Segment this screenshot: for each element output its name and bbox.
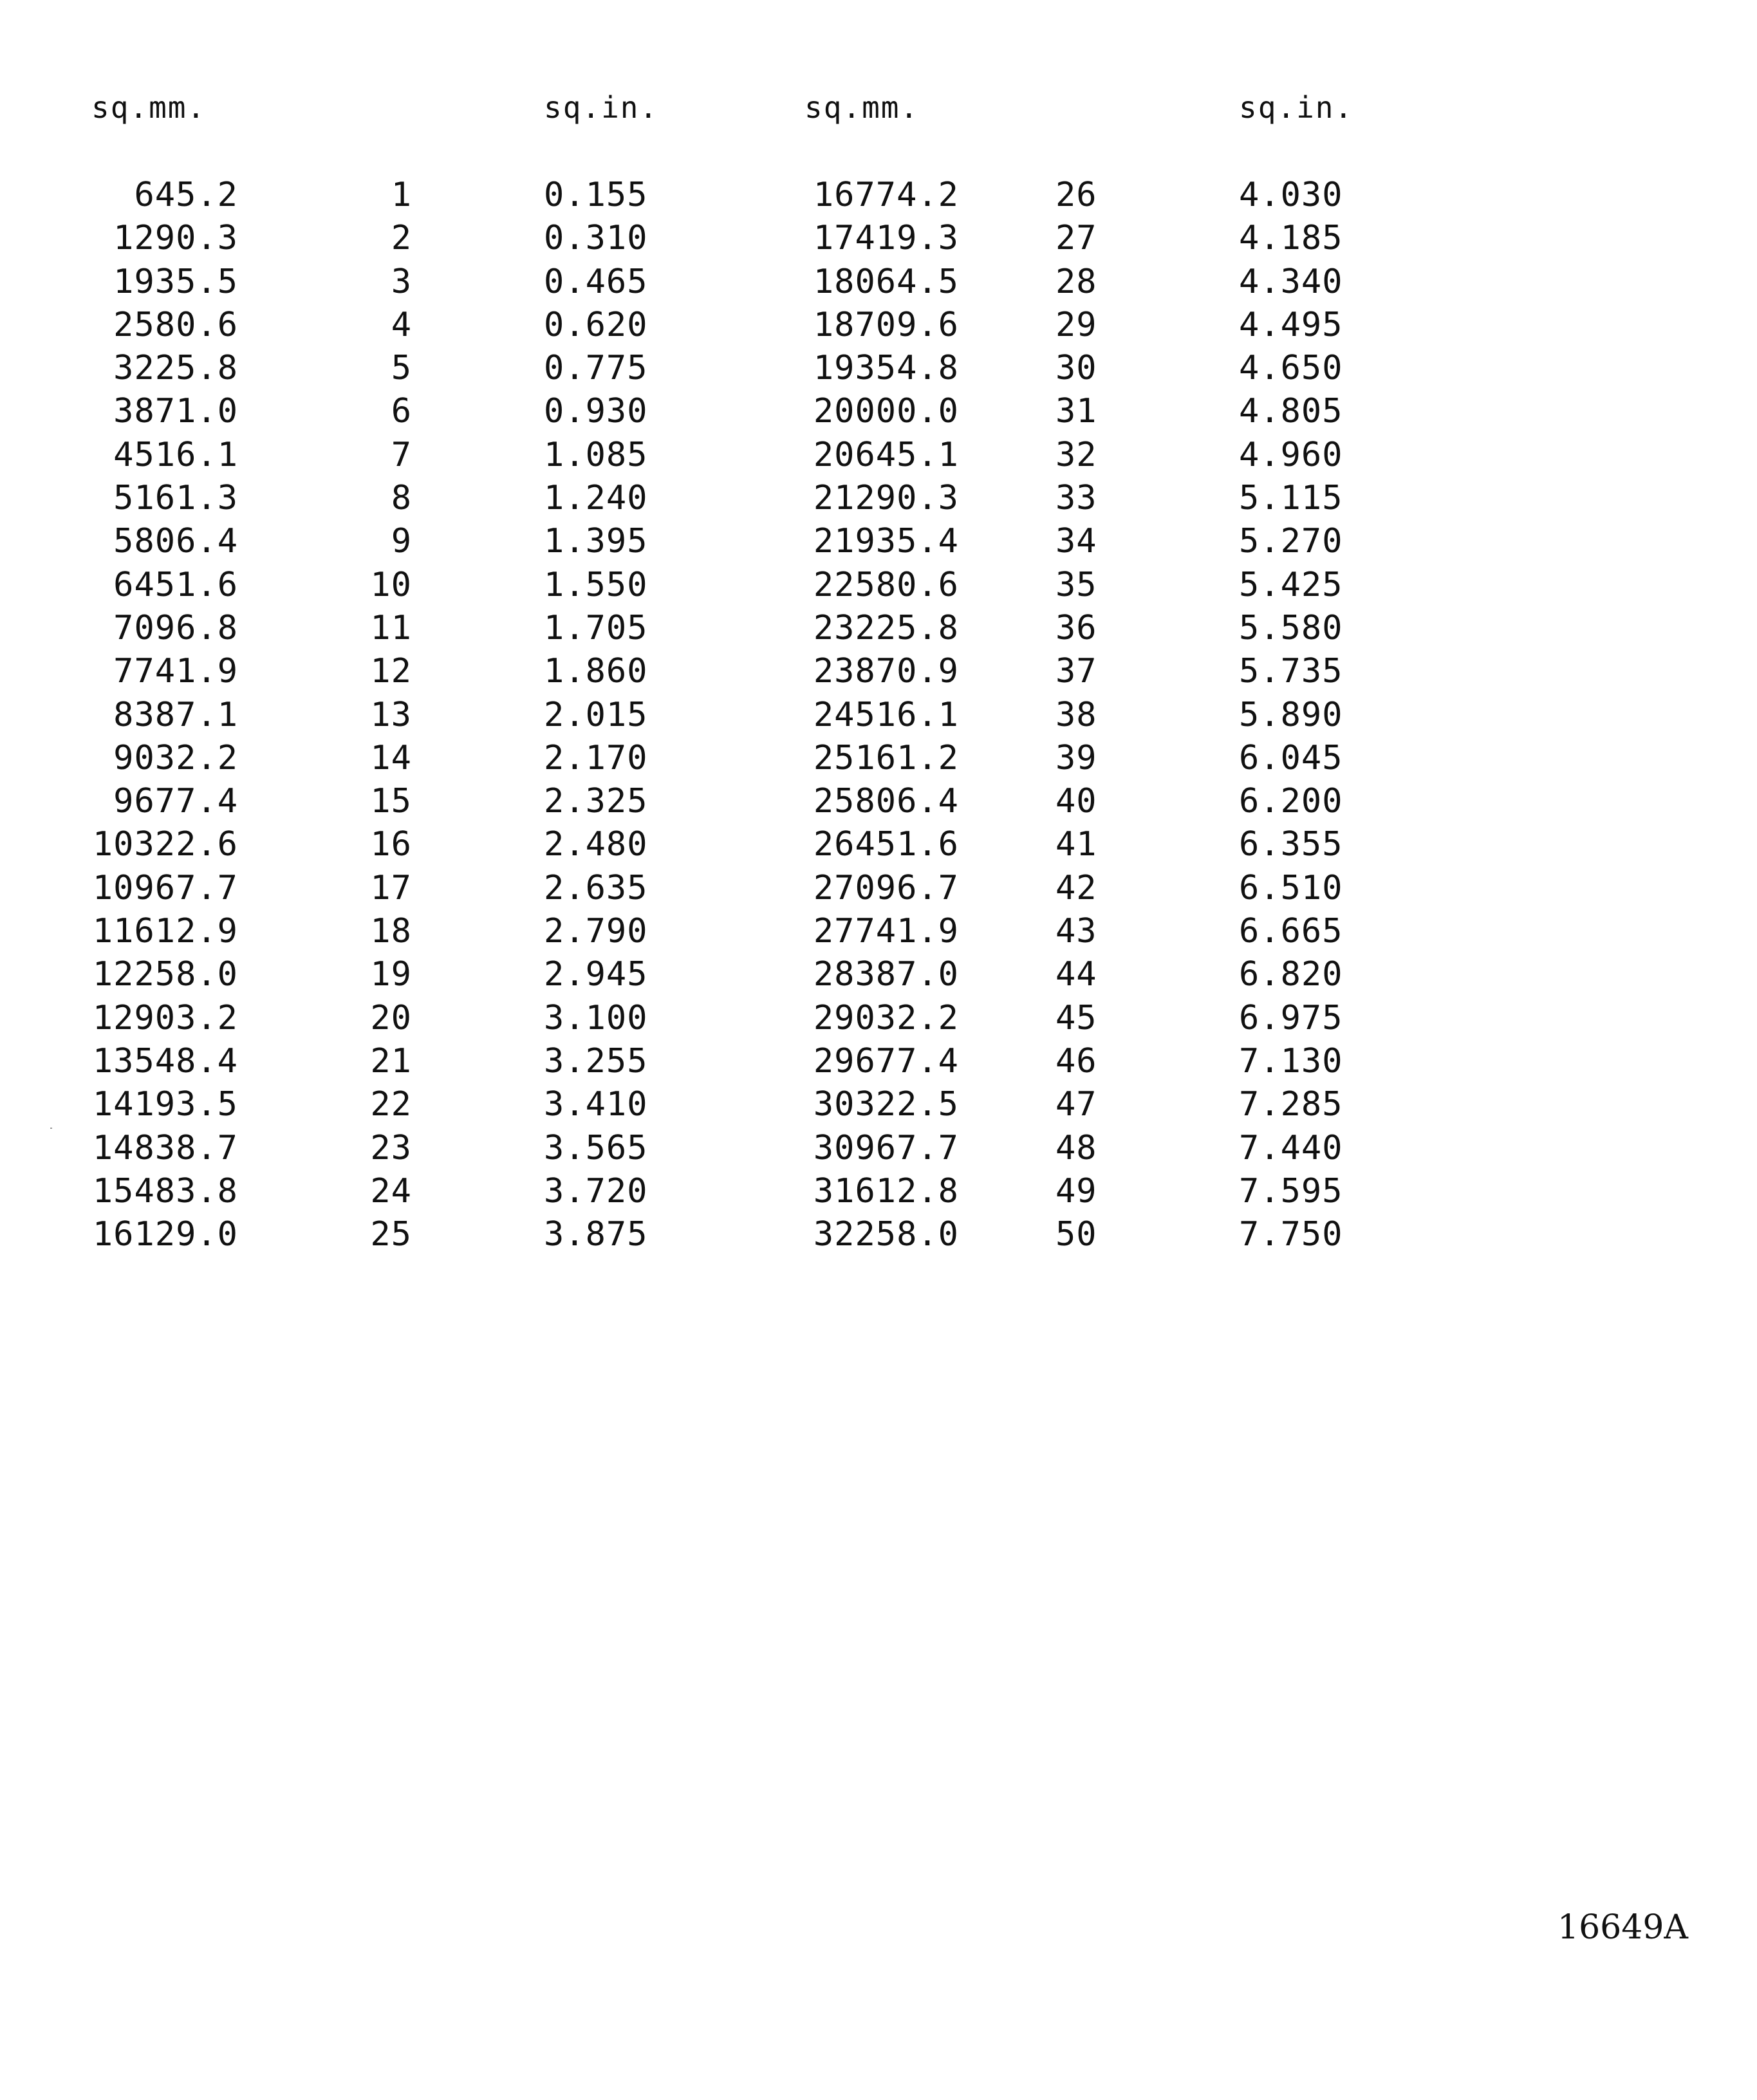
sq-in-value: 5.425 bbox=[1239, 565, 1343, 604]
index-value: 26 bbox=[1055, 176, 1097, 214]
sq-mm-value: 17419.3 bbox=[813, 219, 959, 258]
index-value: 28 bbox=[1055, 262, 1097, 301]
table-row bbox=[0, 953, 1757, 996]
sq-in-value: 0.620 bbox=[544, 305, 648, 344]
table-row bbox=[0, 997, 1757, 1040]
index-value: 25 bbox=[370, 1215, 412, 1254]
sq-mm-value: 645.2 bbox=[134, 176, 238, 214]
index-value: 41 bbox=[1055, 825, 1097, 864]
index-value: 42 bbox=[1055, 868, 1097, 907]
sq-in-value: 6.355 bbox=[1239, 825, 1343, 864]
sq-in-value: 1.240 bbox=[544, 479, 648, 518]
index-value: 10 bbox=[370, 565, 412, 604]
index-value: 12 bbox=[370, 652, 412, 691]
index-value: 17 bbox=[370, 868, 412, 907]
table-row bbox=[0, 390, 1757, 433]
sq-mm-value: 7096.8 bbox=[113, 608, 238, 647]
sq-mm-value: 29032.2 bbox=[813, 998, 959, 1037]
sq-in-value: 6.200 bbox=[1239, 782, 1343, 821]
sq-in-value: 4.650 bbox=[1239, 349, 1343, 388]
index-value: 9 bbox=[391, 522, 412, 561]
sq-mm-value: 20000.0 bbox=[813, 392, 959, 431]
sq-in-value: 3.100 bbox=[544, 998, 648, 1037]
index-value: 3 bbox=[391, 262, 412, 301]
sq-in-value: 0.930 bbox=[544, 392, 648, 431]
sq-mm-value: 9677.4 bbox=[113, 782, 238, 821]
sq-mm-value: 1290.3 bbox=[113, 219, 238, 258]
sq-mm-value: 15483.8 bbox=[92, 1171, 238, 1211]
index-value: 13 bbox=[370, 695, 412, 734]
index-value: 2 bbox=[391, 219, 412, 258]
sq-mm-value: 27741.9 bbox=[813, 912, 959, 951]
index-value: 33 bbox=[1055, 479, 1097, 518]
index-value: 38 bbox=[1055, 695, 1097, 734]
index-value: 29 bbox=[1055, 305, 1097, 344]
sq-mm-value: 12903.2 bbox=[92, 998, 238, 1037]
table-row bbox=[0, 1040, 1757, 1083]
index-value: 15 bbox=[370, 782, 412, 821]
table-row bbox=[0, 217, 1757, 260]
sq-mm-value: 18064.5 bbox=[813, 262, 959, 301]
sq-mm-value: 8387.1 bbox=[113, 695, 238, 734]
sq-mm-value: 29677.4 bbox=[813, 1041, 959, 1081]
table-row bbox=[0, 261, 1757, 304]
sq-in-value: 7.130 bbox=[1239, 1041, 1343, 1081]
sq-in-value: 2.015 bbox=[544, 695, 648, 734]
index-value: 11 bbox=[370, 608, 412, 647]
sq-mm-value: 27096.7 bbox=[813, 868, 959, 907]
sq-in-value: 6.045 bbox=[1239, 738, 1343, 777]
index-value: 18 bbox=[370, 912, 412, 951]
sq-in-value: 7.285 bbox=[1239, 1085, 1343, 1124]
index-value: 27 bbox=[1055, 219, 1097, 258]
sq-in-value: 3.875 bbox=[544, 1215, 648, 1254]
index-value: 43 bbox=[1055, 912, 1097, 951]
index-value: 45 bbox=[1055, 998, 1097, 1037]
table-row bbox=[0, 1127, 1757, 1170]
index-value: 5 bbox=[391, 349, 412, 388]
sq-mm-value: 24516.1 bbox=[813, 695, 959, 734]
sq-mm-value: 23870.9 bbox=[813, 652, 959, 691]
table-row bbox=[0, 823, 1757, 866]
sq-mm-value: 16129.0 bbox=[92, 1215, 238, 1254]
sq-in-value: 4.495 bbox=[1239, 305, 1343, 344]
sq-in-value: 2.635 bbox=[544, 868, 648, 907]
table-row bbox=[0, 434, 1757, 477]
table-row bbox=[0, 1213, 1757, 1256]
sq-mm-value: 11612.9 bbox=[92, 912, 238, 951]
index-value: 37 bbox=[1055, 652, 1097, 691]
sq-in-value: 6.820 bbox=[1239, 955, 1343, 994]
header-sq-mm-right: sq.mm. bbox=[804, 90, 920, 125]
index-value: 44 bbox=[1055, 955, 1097, 994]
sq-mm-value: 25161.2 bbox=[813, 738, 959, 777]
sq-mm-value: 9032.2 bbox=[113, 738, 238, 777]
index-value: 36 bbox=[1055, 608, 1097, 647]
sq-mm-value: 5161.3 bbox=[113, 479, 238, 518]
sq-mm-value: 26451.6 bbox=[813, 825, 959, 864]
sq-mm-value: 19354.8 bbox=[813, 349, 959, 388]
conversion-table bbox=[0, 174, 1757, 1256]
sq-in-value: 1.860 bbox=[544, 652, 648, 691]
sq-in-value: 5.580 bbox=[1239, 608, 1343, 647]
header-sq-in-left: sq.in. bbox=[544, 90, 659, 125]
index-value: 6 bbox=[391, 392, 412, 431]
sq-in-value: 1.550 bbox=[544, 565, 648, 604]
index-value: 47 bbox=[1055, 1085, 1097, 1124]
sq-mm-value: 12258.0 bbox=[92, 955, 238, 994]
sq-in-value: 3.410 bbox=[544, 1085, 648, 1124]
sq-in-value: 1.085 bbox=[544, 435, 648, 474]
table-row bbox=[0, 867, 1757, 910]
index-value: 23 bbox=[370, 1128, 412, 1167]
sq-mm-value: 3225.8 bbox=[113, 349, 238, 388]
sq-in-value: 6.975 bbox=[1239, 998, 1343, 1037]
sq-mm-value: 6451.6 bbox=[113, 565, 238, 604]
index-value: 39 bbox=[1055, 738, 1097, 777]
sq-in-value: 5.115 bbox=[1239, 479, 1343, 518]
sq-mm-value: 21290.3 bbox=[813, 479, 959, 518]
sq-in-value: 7.595 bbox=[1239, 1171, 1343, 1211]
sq-mm-value: 7741.9 bbox=[113, 652, 238, 691]
sq-in-value: 3.565 bbox=[544, 1128, 648, 1167]
sq-in-value: 2.790 bbox=[544, 912, 648, 951]
sq-mm-value: 25806.4 bbox=[813, 782, 959, 821]
table-row bbox=[0, 737, 1757, 780]
index-value: 14 bbox=[370, 738, 412, 777]
index-value: 19 bbox=[370, 955, 412, 994]
sq-in-value: 1.705 bbox=[544, 608, 648, 647]
index-value: 40 bbox=[1055, 782, 1097, 821]
sq-in-value: 6.665 bbox=[1239, 912, 1343, 951]
table-row bbox=[0, 520, 1757, 563]
sq-mm-value: 4516.1 bbox=[113, 435, 238, 474]
sq-mm-value: 10322.6 bbox=[92, 825, 238, 864]
sq-in-value: 4.805 bbox=[1239, 392, 1343, 431]
sq-mm-value: 31612.8 bbox=[813, 1171, 959, 1211]
figure-code: 16649A bbox=[1557, 1908, 1688, 1947]
index-value: 31 bbox=[1055, 392, 1097, 431]
table-row bbox=[0, 910, 1757, 953]
sq-mm-value: 16774.2 bbox=[813, 176, 959, 214]
sq-mm-value: 3871.0 bbox=[113, 392, 238, 431]
sq-in-value: 1.395 bbox=[544, 522, 648, 561]
sq-in-value: 2.170 bbox=[544, 738, 648, 777]
index-value: 7 bbox=[391, 435, 412, 474]
sq-in-value: 0.775 bbox=[544, 349, 648, 388]
sq-mm-value: 10967.7 bbox=[92, 868, 238, 907]
index-value: 34 bbox=[1055, 522, 1097, 561]
sq-mm-value: 20645.1 bbox=[813, 435, 959, 474]
table-row bbox=[0, 477, 1757, 520]
sq-in-value: 7.440 bbox=[1239, 1128, 1343, 1167]
table-row bbox=[0, 304, 1757, 347]
sq-mm-value: 18709.6 bbox=[813, 305, 959, 344]
index-value: 1 bbox=[391, 176, 412, 214]
sq-in-value: 5.890 bbox=[1239, 695, 1343, 734]
index-value: 50 bbox=[1055, 1215, 1097, 1254]
sq-mm-value: 30322.5 bbox=[813, 1085, 959, 1124]
table-row bbox=[0, 174, 1757, 217]
sq-in-value: 0.465 bbox=[544, 262, 648, 301]
index-value: 24 bbox=[370, 1171, 412, 1211]
header-sq-mm-left: sq.mm. bbox=[91, 90, 207, 125]
header-sq-in-right: sq.in. bbox=[1239, 90, 1354, 125]
sq-mm-value: 14193.5 bbox=[92, 1085, 238, 1124]
table-row bbox=[0, 607, 1757, 650]
index-value: 16 bbox=[370, 825, 412, 864]
index-value: 35 bbox=[1055, 565, 1097, 604]
index-value: 30 bbox=[1055, 349, 1097, 388]
sq-in-value: 4.960 bbox=[1239, 435, 1343, 474]
sq-mm-value: 1935.5 bbox=[113, 262, 238, 301]
index-value: 46 bbox=[1055, 1041, 1097, 1081]
sq-mm-value: 28387.0 bbox=[813, 955, 959, 994]
sq-in-value: 0.155 bbox=[544, 176, 648, 214]
table-row bbox=[0, 564, 1757, 607]
sq-in-value: 2.945 bbox=[544, 955, 648, 994]
sq-in-value: 0.310 bbox=[544, 219, 648, 258]
sq-in-value: 7.750 bbox=[1239, 1215, 1343, 1254]
sq-mm-value: 21935.4 bbox=[813, 522, 959, 561]
index-value: 49 bbox=[1055, 1171, 1097, 1211]
sq-mm-value: 14838.7 bbox=[92, 1128, 238, 1167]
table-row bbox=[0, 1083, 1757, 1126]
table-row bbox=[0, 347, 1757, 390]
sq-mm-value: 5806.4 bbox=[113, 522, 238, 561]
table-row bbox=[0, 650, 1757, 693]
table-row bbox=[0, 694, 1757, 737]
sq-mm-value: 32258.0 bbox=[813, 1215, 959, 1254]
sq-mm-value: 13548.4 bbox=[92, 1041, 238, 1081]
table-row bbox=[0, 1170, 1757, 1213]
sq-mm-value: 2580.6 bbox=[113, 305, 238, 344]
sq-mm-value: 30967.7 bbox=[813, 1128, 959, 1167]
sq-in-value: 4.030 bbox=[1239, 176, 1343, 214]
sq-mm-value: 23225.8 bbox=[813, 608, 959, 647]
table-row bbox=[0, 780, 1757, 823]
index-value: 4 bbox=[391, 305, 412, 344]
scan-speck bbox=[50, 1128, 52, 1129]
index-value: 32 bbox=[1055, 435, 1097, 474]
sq-in-value: 6.510 bbox=[1239, 868, 1343, 907]
sq-in-value: 3.720 bbox=[544, 1171, 648, 1211]
sq-in-value: 2.480 bbox=[544, 825, 648, 864]
sq-in-value: 4.340 bbox=[1239, 262, 1343, 301]
index-value: 20 bbox=[370, 998, 412, 1037]
sq-mm-value: 22580.6 bbox=[813, 565, 959, 604]
sq-in-value: 5.735 bbox=[1239, 652, 1343, 691]
sq-in-value: 5.270 bbox=[1239, 522, 1343, 561]
index-value: 22 bbox=[370, 1085, 412, 1124]
index-value: 21 bbox=[370, 1041, 412, 1081]
sq-in-value: 2.325 bbox=[544, 782, 648, 821]
sq-in-value: 3.255 bbox=[544, 1041, 648, 1081]
index-value: 48 bbox=[1055, 1128, 1097, 1167]
index-value: 8 bbox=[391, 479, 412, 518]
sq-in-value: 4.185 bbox=[1239, 219, 1343, 258]
